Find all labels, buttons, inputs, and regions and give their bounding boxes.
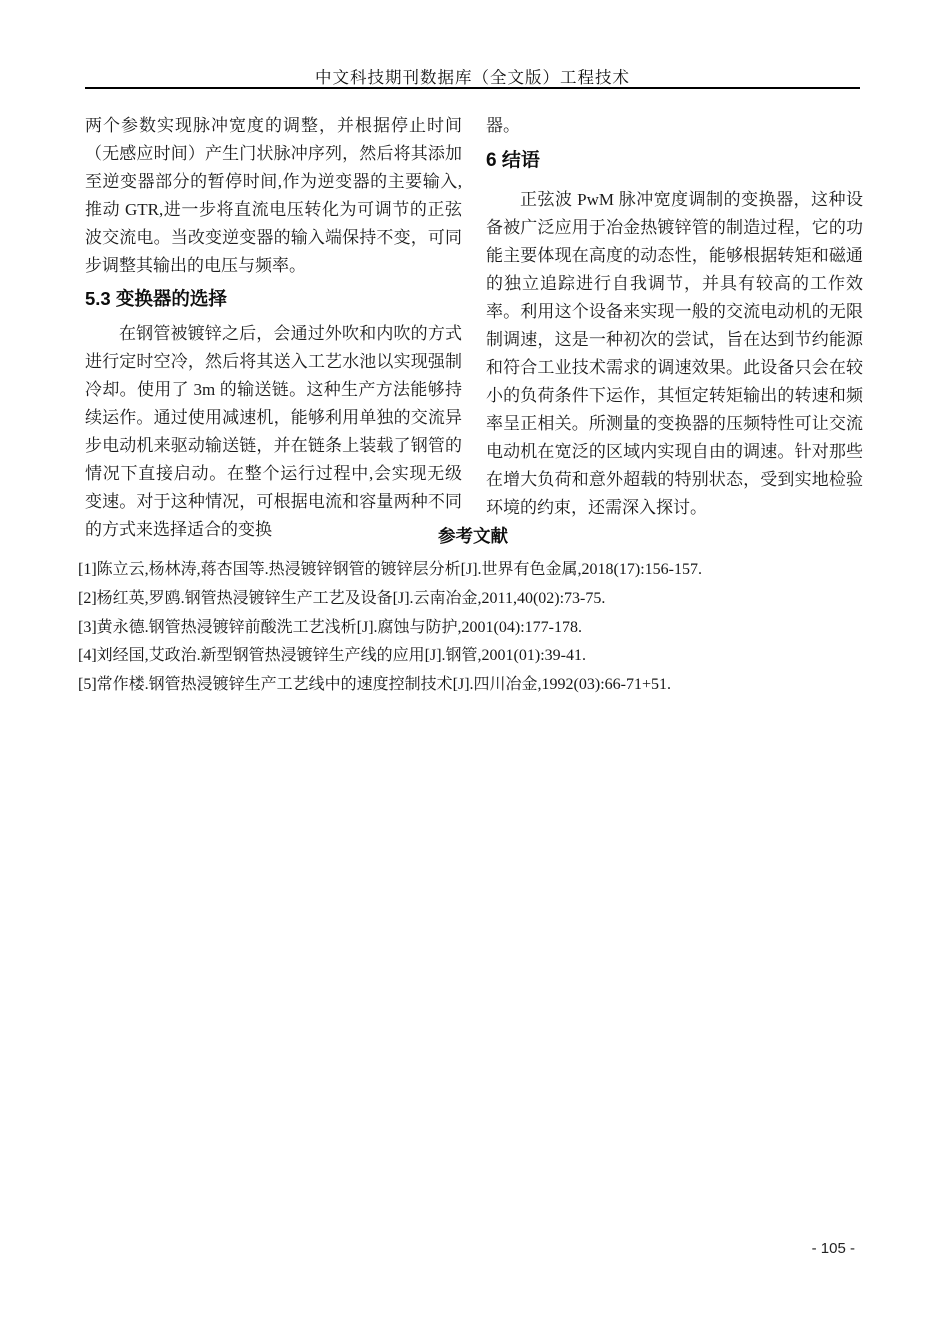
- left-continuation-paragraph: 两个参数实现脉冲宽度的调整，并根据停止时间（无感应时间）产生门状脉冲序列，然后将其添加至逆变器部分的暂停时间,作为逆变器的主要输入,推动 GTR,进一步将直流电压转化为可调节的正弦波交流电。当改变逆变器的输入端保持不变，可同步调整其输出的电压与频率。: [85, 116, 462, 275]
- journal-header-title: 中文科技期刊数据库（全文版）工程技术: [315, 68, 630, 87]
- reference-item-1: [1]陈立云,杨林涛,蒋杏国等.热浸镀锌钢管的镀锌层分析[J].世界有色金属,2018(17):156-157.: [78, 561, 702, 578]
- reference-item-2: [2]杨红英,罗鸥.钢管热浸镀锌生产工艺及设备[J].云南冶金,2011,40(02):73-75.: [78, 589, 606, 607]
- section-6-paragraph: 正弦波 PwM 脉冲宽度调制的变换器，这种设备被广泛应用于冶金热镀锌管的制造过程，它的功能主要体现在高度的动态性，能够根据转矩和磁通的独立追踪进行自我调节，并具有较高的工作效率。利用这个设备来实现一般的交流电动机的无限制调速，这是一种初次的尝试，旨在达到节约能源和符合工业技术需求的调速效果。此设备只会在较小的负荷条件下运作，其恒定转矩输出的转速和频率呈正相关。所测量的变换器的压频特性可让交流电动机在宽泛的区域内实现自由的调速。针对那些在增大负荷和意外超载的特别状态，受到实地检验环境的约束，还需深入探讨。: [486, 190, 863, 517]
- section-5-3-heading: 5.3 变换器的选择: [85, 288, 227, 309]
- section-6-heading: 6 结语: [486, 150, 540, 171]
- reference-item-5: [5]常作楼.钢管热浸镀锌生产工艺线中的速度控制技术[J].四川冶金,1992(03):66-71+51.: [78, 676, 671, 694]
- right-column: [486, 112, 863, 522]
- right-continuation-paragraph: 器。: [486, 116, 520, 135]
- reference-item-3: [3]黄永德.钢管热浸镀锌前酸洗工艺浅析[J].腐蚀与防护,2001(04):177-178.: [78, 618, 582, 636]
- page-number: - 105 -: [811, 1240, 855, 1257]
- left-column: [85, 112, 462, 544]
- header-rule: [85, 87, 860, 89]
- section-5-3-paragraph: 在钢管被镀锌之后，会通过外吹和内吹的方式进行定时空冷，然后将其送入工艺水池以实现强制冷却。使用了 3m 的输送链。这种生产方法能够持续运作。通过使用减速机，能够利用单独的交流异步电动机来驱动输送链，并在链条上装载了钢管的情况下直接启动。在整个运行过程中,会实现无级变速。对于这种情况，可根据电流和容量两种不同的方式来选择适合的变换: [85, 324, 462, 539]
- references-section: [78, 524, 868, 700]
- references-heading: 参考文献: [438, 526, 508, 546]
- reference-item-4: [4]刘经国,艾政治.新型钢管热浸镀锌生产线的应用[J].钢管,2001(01):39-41.: [78, 647, 586, 665]
